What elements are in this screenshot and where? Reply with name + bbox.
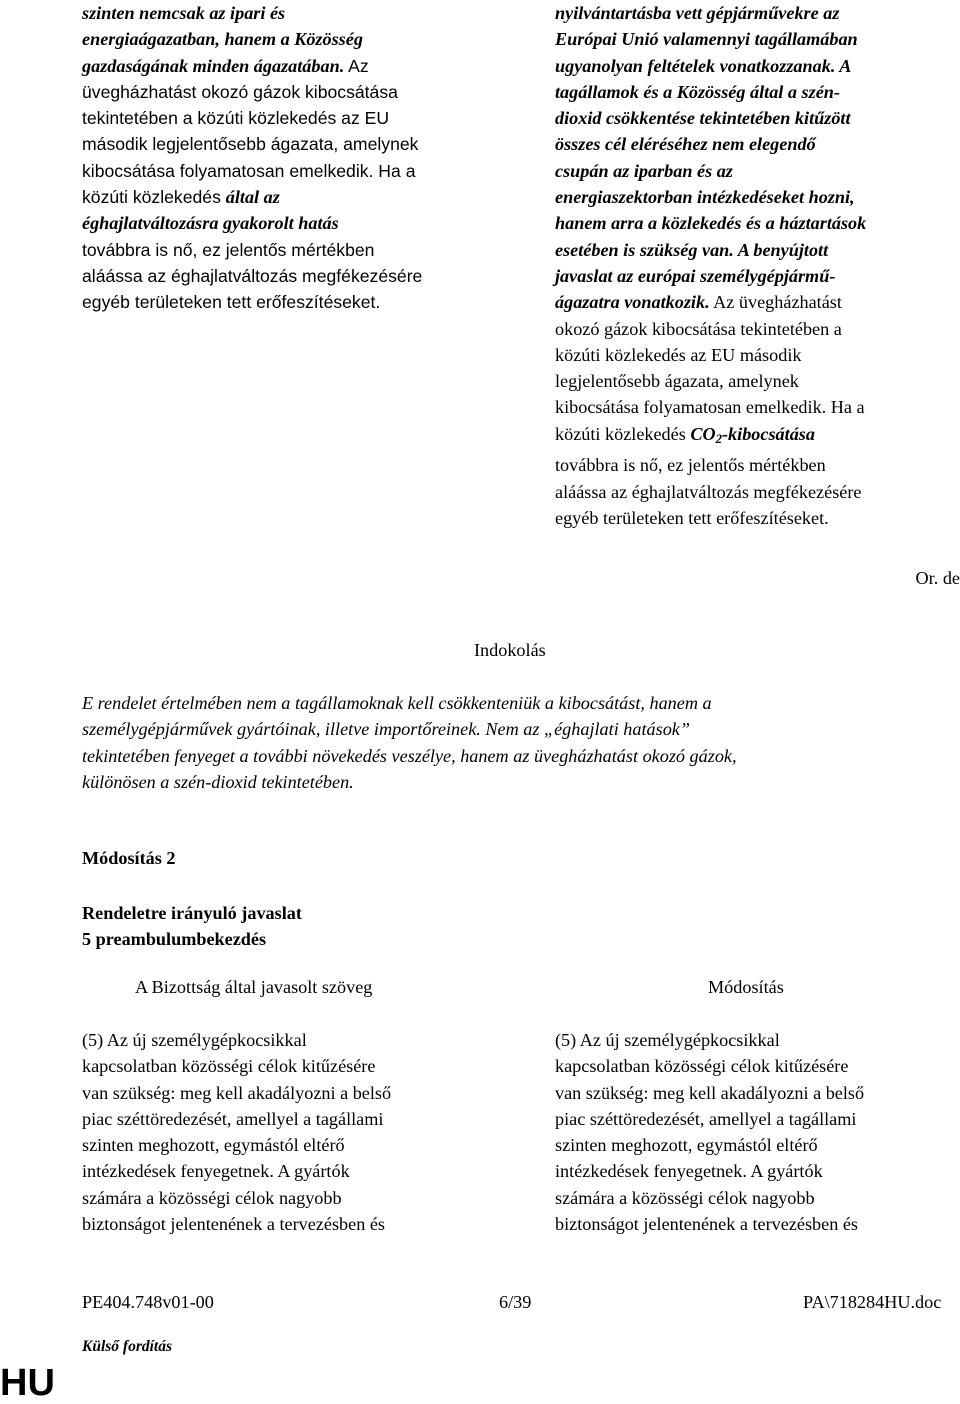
commission-line: kapcsolatban közösségi célok kitűzésére xyxy=(82,1056,376,1077)
amendment-line: számára a közösségi célok nagyobb xyxy=(555,1187,815,1208)
left-line: éghajlatváltozásra gyakorolt hatás xyxy=(82,213,339,234)
left-line: egyéb területeken tett erőfeszítéseket. xyxy=(82,292,381,313)
right-line: egyéb területeken tett erőfeszítéseket. xyxy=(555,507,829,528)
commission-text-heading: A Bizottság által javasolt szöveg xyxy=(135,977,373,997)
document-code: PE404.748v01-00 xyxy=(82,1292,214,1312)
amendment-line: piac széttöredezését, amellyel a tagállami xyxy=(555,1108,857,1129)
amendment-number: Módosítás 2 xyxy=(82,848,176,868)
right-line: javaslat az európai személygépjármű- xyxy=(555,265,836,286)
commission-line: intézkedések fenyegetnek. A gyártók xyxy=(82,1161,350,1182)
right-line: nyilvántartásba vett gépjárművekre az xyxy=(555,3,840,23)
justification-line: E rendelet értelmében nem a tagállamoknak kell csökkenteniük a kibocsátást, hanem a xyxy=(82,693,712,713)
amendment-line: kapcsolatban közösségi célok kitűzésére xyxy=(555,1056,849,1077)
justification-heading: Indokolás xyxy=(474,640,546,660)
left-line: tekintetében a közúti közlekedés az EU xyxy=(82,108,390,129)
amendment-reference xyxy=(82,900,302,953)
commission-line: (5) Az új személygépkocsikkal xyxy=(82,1030,307,1050)
right-line: legjelentősebb ágazata, amelynek xyxy=(555,371,799,392)
right-line: csupán az iparban és az xyxy=(555,160,733,181)
file-name: PA\718284HU.doc xyxy=(803,1292,942,1312)
left-line: második legjelentősebb ágazata, amelynek xyxy=(82,134,419,155)
right-column-continuation xyxy=(555,0,955,531)
commission-line: piac széttöredezését, amellyel a tagállami xyxy=(82,1108,384,1129)
left-column-continuation xyxy=(82,0,482,316)
justification-text xyxy=(82,690,912,795)
justification-line: különösen a szén-dioxid tekintetében. xyxy=(82,771,354,792)
left-line: gazdaságának minden ágazatában. Az xyxy=(82,55,369,76)
left-line: kibocsátása folyamatosan emelkedik. Ha a xyxy=(82,160,416,181)
amendment-line: intézkedések fenyegetnek. A gyártók xyxy=(555,1161,823,1182)
commission-text xyxy=(82,1027,482,1237)
right-line: dioxid csökkentése tekintetében kitűzött xyxy=(555,108,851,129)
left-line: közúti közlekedés által az xyxy=(82,187,280,208)
left-line: szinten nemcsak az ipari és xyxy=(82,3,286,23)
justification-line: személygépjárművek gyártóinak, illetve importőreinek. Nem az „éghajlati hatások” xyxy=(82,719,690,740)
right-line: közúti közlekedés $CO_2$-kibocsátása xyxy=(555,423,815,446)
right-line: kibocsátása folyamatosan emelkedik. Ha a xyxy=(555,397,865,418)
original-language-note: Or. de xyxy=(915,568,960,588)
page-number: 6/39 xyxy=(499,1292,532,1312)
proposal-title: Rendeletre irányuló javaslat xyxy=(82,903,302,923)
left-line: továbbra is nő, ez jelentős mértékben xyxy=(82,239,375,260)
right-line: esetében is szükség van. A benyújtott xyxy=(555,239,829,260)
commission-line: biztonságot jelentenének a tervezésben és xyxy=(82,1214,385,1235)
amendment-heading: Módosítás xyxy=(708,977,784,997)
right-line: ágazatra vonatkozik. Az üvegházhatást xyxy=(555,292,842,313)
left-line: üvegházhatást okozó gázok kibocsátása xyxy=(82,81,398,102)
right-line: energiaszektorban intézkedéseket hozni, xyxy=(555,187,855,208)
right-line: hanem arra a közlekedés és a háztartások xyxy=(555,213,867,234)
commission-line: számára a közösségi célok nagyobb xyxy=(82,1187,342,1208)
language-code: HU xyxy=(0,1362,55,1404)
translation-note: Külső fordítás xyxy=(82,1338,173,1355)
amendment-line: van szükség: meg kell akadályozni a belső xyxy=(555,1082,865,1103)
left-line: energiaágazatban, hanem a Közösség xyxy=(82,29,363,50)
left-line: aláássa az éghajlatváltozás megfékezésére xyxy=(82,265,423,286)
commission-line: szinten meghozott, egymástól eltérő xyxy=(82,1135,345,1156)
commission-line: van szükség: meg kell akadályozni a belső xyxy=(82,1082,392,1103)
right-line: Európai Unió valamennyi tagállamában xyxy=(555,29,858,50)
right-line: okozó gázok kibocsátása tekintetében a xyxy=(555,318,842,339)
amendment-line: szinten meghozott, egymástól eltérő xyxy=(555,1135,818,1156)
right-line: továbbra is nő, ez jelentős mértékben xyxy=(555,455,826,476)
recital-number: 5 preambulumbekezdés xyxy=(82,929,267,950)
justification-line: tekintetében fenyeget a további növekedés veszélye, hanem az üvegházhatást okozó gázok, xyxy=(82,745,737,766)
right-line: ugyanolyan feltételek vonatkozzanak. A xyxy=(555,55,852,76)
right-line: aláássa az éghajlatváltozás megfékezésére xyxy=(555,481,862,502)
right-line: közúti közlekedés az EU második xyxy=(555,344,802,365)
right-line: tagállamok és a Közösség által a szén- xyxy=(555,81,840,102)
amendment-line: (5) Az új személygépkocsikkal xyxy=(555,1030,780,1050)
amendment-text xyxy=(555,1027,955,1237)
right-line: összes cél eléréséhez nem elegendő xyxy=(555,134,816,155)
amendment-line: biztonságot jelentenének a tervezésben és xyxy=(555,1214,858,1235)
